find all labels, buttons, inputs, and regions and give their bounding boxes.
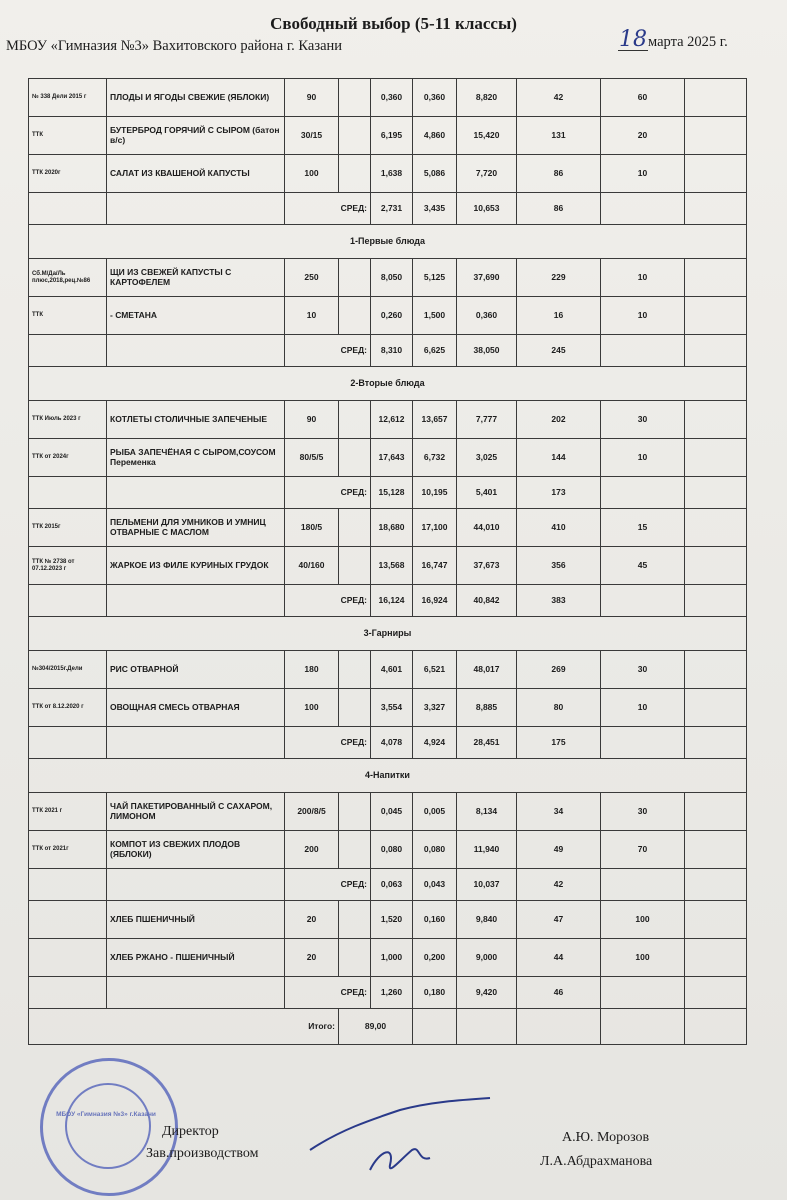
average-row [29,477,747,509]
protein-cell: 17,643 [371,439,413,477]
carbs-cell: 9,840 [457,901,517,939]
date-month-year: марта 2025 г. [648,34,728,50]
empty-cell [685,977,747,1009]
empty-cell [685,1009,747,1045]
fat-avg-cell: 0,043 [413,869,457,901]
recipe-ref-cell: ТТК [29,297,107,335]
price-cell [339,401,371,439]
protein-avg-cell: 16,124 [371,585,413,617]
menu-item-row [29,401,747,439]
menu-item-row [29,831,747,869]
average-label: СРЕД: [285,727,371,759]
calories-cell: 86 [517,155,601,193]
portion-cell: 40/160 [285,547,339,585]
calories-cell: 16 [517,297,601,335]
empty-cell [685,585,747,617]
empty-cell [685,477,747,509]
protein-cell: 13,568 [371,547,413,585]
menu-item-row [29,651,747,689]
total-label: Итого: [29,1009,339,1045]
price-cell [339,651,371,689]
average-label: СРЕД: [285,585,371,617]
recipe-ref-cell: ТТК Июль 2023 г [29,401,107,439]
section-title: 4-Напитки [29,759,747,793]
empty-cell [685,259,747,297]
average-row [29,335,747,367]
empty-cell [685,793,747,831]
empty-cell [107,585,285,617]
portion-cell: 10 [285,297,339,335]
school-name: МБОУ «Гимназия №3» Вахитовского района г. Казани [6,38,343,54]
dish-name-cell: ПЕЛЬМЕНИ ДЛЯ УМНИКОВ И УМНИЦ ОТВАРНЫЕ С МАСЛОМ [107,509,285,547]
dish-name-cell: ХЛЕБ РЖАНО - ПШЕНИЧНЫЙ [107,939,285,977]
protein-cell: 3,554 [371,689,413,727]
price-cell [339,547,371,585]
carbs-avg-cell: 10,037 [457,869,517,901]
empty-cell [601,585,685,617]
protein-cell: 8,050 [371,259,413,297]
protein-cell: 0,260 [371,297,413,335]
director-name: А.Ю. Морозов [562,1130,650,1145]
dish-name-cell: САЛАТ ИЗ КВАШЕНОЙ КАПУСТЫ [107,155,285,193]
empty-cell [685,651,747,689]
calories-cell: 131 [517,117,601,155]
average-row [29,193,747,225]
calories-avg-cell: 175 [517,727,601,759]
fat-cell: 6,521 [413,651,457,689]
dish-name-cell: ПЛОДЫ И ЯГОДЫ СВЕЖИЕ (ЯБЛОКИ) [107,79,285,117]
calories-cell: 356 [517,547,601,585]
section-row [29,367,747,401]
average-row [29,585,747,617]
empty-cell [107,869,285,901]
portion-cell: 90 [285,401,339,439]
dish-name-cell: РИС ОТВАРНОЙ [107,651,285,689]
carbs-cell: 37,690 [457,259,517,297]
portion-cell: 20 [285,901,339,939]
menu-item-row [29,117,747,155]
menu-item-row [29,901,747,939]
recipe-ref-cell: Сб.М/Да/Ль плюс,2018,рец.№86 [29,259,107,297]
empty-cell [29,477,107,509]
date-day-handwritten: 18 [619,27,647,52]
empty-cell [29,335,107,367]
empty-cell [413,1009,457,1045]
recipe-ref-cell [29,901,107,939]
fat-cell: 13,657 [413,401,457,439]
calories-cell: 269 [517,651,601,689]
carbs-avg-cell: 28,451 [457,727,517,759]
vitamin-cell: 100 [601,901,685,939]
calories-cell: 144 [517,439,601,477]
carbs-cell: 15,420 [457,117,517,155]
menu-item-row [29,547,747,585]
empty-cell [517,1009,601,1045]
calories-avg-cell: 173 [517,477,601,509]
fat-cell: 5,086 [413,155,457,193]
carbs-avg-cell: 5,401 [457,477,517,509]
average-label: СРЕД: [285,869,371,901]
dish-name-cell: ХЛЕБ ПШЕНИЧНЫЙ [107,901,285,939]
empty-cell [685,901,747,939]
vitamin-cell: 70 [601,831,685,869]
calories-cell: 80 [517,689,601,727]
price-cell [339,79,371,117]
empty-cell [29,585,107,617]
average-row [29,727,747,759]
price-cell [339,901,371,939]
empty-cell [107,477,285,509]
empty-cell [685,689,747,727]
calories-avg-cell: 383 [517,585,601,617]
fat-cell: 0,160 [413,901,457,939]
price-cell [339,689,371,727]
price-cell [339,939,371,977]
empty-cell [685,547,747,585]
carbs-cell: 7,720 [457,155,517,193]
average-label: СРЕД: [285,477,371,509]
recipe-ref-cell: ТТК [29,117,107,155]
portion-cell: 180 [285,651,339,689]
stamp-text: МБОУ «Гимназия №3» г.Казани [56,1111,156,1118]
vitamin-cell: 30 [601,793,685,831]
empty-cell [601,335,685,367]
empty-cell [29,869,107,901]
vitamin-cell: 10 [601,439,685,477]
calories-cell: 44 [517,939,601,977]
price-cell [339,509,371,547]
portion-cell: 90 [285,79,339,117]
fat-avg-cell: 6,625 [413,335,457,367]
fat-cell: 17,100 [413,509,457,547]
price-cell [339,439,371,477]
section-title: 2-Вторые блюда [29,367,747,401]
empty-cell [107,727,285,759]
empty-cell [601,1009,685,1045]
deputy-label: Зав.производством [146,1146,259,1161]
dish-name-cell: ЩИ ИЗ СВЕЖЕЙ КАПУСТЫ С КАРТОФЕЛЕМ [107,259,285,297]
fat-cell: 0,005 [413,793,457,831]
fat-cell: 0,080 [413,831,457,869]
empty-cell [457,1009,517,1045]
fat-cell: 0,200 [413,939,457,977]
portion-cell: 80/5/5 [285,439,339,477]
dish-name-cell: РЫБА ЗАПЕЧЁНАЯ С СЫРОМ,СОУСОМ Переменка [107,439,285,477]
vitamin-cell: 10 [601,155,685,193]
vitamin-cell: 10 [601,259,685,297]
protein-cell: 0,045 [371,793,413,831]
empty-cell [29,727,107,759]
empty-cell [685,727,747,759]
portion-cell: 200 [285,831,339,869]
carbs-cell: 8,820 [457,79,517,117]
protein-cell: 1,520 [371,901,413,939]
vitamin-cell: 30 [601,401,685,439]
empty-cell [685,831,747,869]
menu-item-row [29,939,747,977]
recipe-ref-cell: ТТК № 2738 от 07.12.2023 г [29,547,107,585]
carbs-avg-cell: 38,050 [457,335,517,367]
calories-cell: 229 [517,259,601,297]
handwritten-signature [300,1090,500,1180]
calories-cell: 42 [517,79,601,117]
dish-name-cell: КОМПОТ ИЗ СВЕЖИХ ПЛОДОВ (ЯБЛОКИ) [107,831,285,869]
portion-cell: 180/5 [285,509,339,547]
recipe-ref-cell [29,939,107,977]
menu-item-row [29,297,747,335]
fat-avg-cell: 4,924 [413,727,457,759]
school-stamp [40,1058,178,1196]
price-cell [339,259,371,297]
fat-cell: 3,327 [413,689,457,727]
empty-cell [107,977,285,1009]
fat-cell: 0,360 [413,79,457,117]
empty-cell [685,155,747,193]
fat-cell: 16,747 [413,547,457,585]
empty-cell [29,193,107,225]
vitamin-cell: 45 [601,547,685,585]
portion-cell: 20 [285,939,339,977]
total-row [29,1009,747,1045]
carbs-cell: 9,000 [457,939,517,977]
protein-avg-cell: 15,128 [371,477,413,509]
empty-cell [601,477,685,509]
fat-avg-cell: 10,195 [413,477,457,509]
carbs-avg-cell: 40,842 [457,585,517,617]
price-cell [339,117,371,155]
protein-avg-cell: 4,078 [371,727,413,759]
empty-cell [685,439,747,477]
carbs-cell: 37,673 [457,547,517,585]
vitamin-cell: 30 [601,651,685,689]
vitamin-cell: 20 [601,117,685,155]
carbs-cell: 3,025 [457,439,517,477]
vitamin-cell: 15 [601,509,685,547]
calories-avg-cell: 245 [517,335,601,367]
menu-table [28,78,747,1045]
empty-cell [601,977,685,1009]
portion-cell: 200/8/5 [285,793,339,831]
carbs-cell: 48,017 [457,651,517,689]
fat-cell: 6,732 [413,439,457,477]
price-cell [339,155,371,193]
protein-avg-cell: 2,731 [371,193,413,225]
empty-cell [685,193,747,225]
calories-cell: 47 [517,901,601,939]
calories-cell: 34 [517,793,601,831]
document-date [618,27,728,52]
portion-cell: 250 [285,259,339,297]
vitamin-cell: 10 [601,689,685,727]
protein-avg-cell: 8,310 [371,335,413,367]
fat-avg-cell: 16,924 [413,585,457,617]
menu-item-row [29,509,747,547]
recipe-ref-cell: ТТК 2021 г [29,793,107,831]
calories-cell: 202 [517,401,601,439]
deputy-name: Л.А.Абдрахманова [540,1154,653,1169]
recipe-ref-cell: ТТК от 2024г [29,439,107,477]
vitamin-cell: 60 [601,79,685,117]
empty-cell [685,939,747,977]
price-cell [339,793,371,831]
carbs-cell: 0,360 [457,297,517,335]
protein-avg-cell: 1,260 [371,977,413,1009]
carbs-avg-cell: 9,420 [457,977,517,1009]
recipe-ref-cell: № 338 Дели 2015 г [29,79,107,117]
empty-cell [601,193,685,225]
protein-cell: 6,195 [371,117,413,155]
carbs-cell: 8,134 [457,793,517,831]
calories-avg-cell: 86 [517,193,601,225]
menu-item-row [29,439,747,477]
empty-cell [685,117,747,155]
price-cell [339,297,371,335]
empty-cell [685,869,747,901]
dish-name-cell: ЧАЙ ПАКЕТИРОВАННЫЙ С САХАРОМ, ЛИМОНОМ [107,793,285,831]
calories-avg-cell: 46 [517,977,601,1009]
dish-name-cell: ОВОЩНАЯ СМЕСЬ ОТВАРНАЯ [107,689,285,727]
average-row [29,977,747,1009]
carbs-cell: 7,777 [457,401,517,439]
document-title: Свободный выбор (5-11 классы) [270,14,517,33]
vitamin-cell: 100 [601,939,685,977]
fat-avg-cell: 0,180 [413,977,457,1009]
carbs-cell: 8,885 [457,689,517,727]
recipe-ref-cell: ТТК 2020г [29,155,107,193]
fat-cell: 4,860 [413,117,457,155]
price-cell [339,831,371,869]
empty-cell [601,727,685,759]
stamp-inner-ring [65,1083,151,1169]
empty-cell [685,297,747,335]
protein-cell: 4,601 [371,651,413,689]
vitamin-cell: 10 [601,297,685,335]
calories-cell: 49 [517,831,601,869]
calories-avg-cell: 42 [517,869,601,901]
section-row [29,759,747,793]
dish-name-cell: ЖАРКОЕ ИЗ ФИЛЕ КУРИНЫХ ГРУДОК [107,547,285,585]
section-title: 1-Первые блюда [29,225,747,259]
empty-cell [107,193,285,225]
empty-cell [29,977,107,1009]
portion-cell: 30/15 [285,117,339,155]
recipe-ref-cell: ТТК от 8.12.2020 г [29,689,107,727]
protein-cell: 12,612 [371,401,413,439]
director-label: Директор [162,1124,219,1139]
protein-cell: 1,000 [371,939,413,977]
average-label: СРЕД: [285,335,371,367]
section-row [29,617,747,651]
section-title: 3-Гарниры [29,617,747,651]
carbs-cell: 11,940 [457,831,517,869]
section-row [29,225,747,259]
protein-avg-cell: 0,063 [371,869,413,901]
dish-name-cell: БУТЕРБРОД ГОРЯЧИЙ С СЫРОМ (батон в/с) [107,117,285,155]
recipe-ref-cell: №304/2015г.Дели [29,651,107,689]
fat-avg-cell: 3,435 [413,193,457,225]
fat-cell: 5,125 [413,259,457,297]
carbs-avg-cell: 10,653 [457,193,517,225]
average-row [29,869,747,901]
empty-cell [601,869,685,901]
empty-cell [685,401,747,439]
protein-cell: 0,360 [371,79,413,117]
empty-cell [107,335,285,367]
average-label: СРЕД: [285,193,371,225]
menu-item-row [29,79,747,117]
empty-cell [685,335,747,367]
empty-cell [685,79,747,117]
menu-table-body [29,79,747,1045]
recipe-ref-cell: ТТК 2015г [29,509,107,547]
protein-cell: 18,680 [371,509,413,547]
menu-item-row [29,155,747,193]
menu-item-row [29,793,747,831]
recipe-ref-cell: ТТК от 2021г [29,831,107,869]
carbs-cell: 44,010 [457,509,517,547]
menu-item-row [29,689,747,727]
total-value: 89,00 [339,1009,413,1045]
protein-cell: 1,638 [371,155,413,193]
portion-cell: 100 [285,689,339,727]
dish-name-cell: - СМЕТАНА [107,297,285,335]
calories-cell: 410 [517,509,601,547]
average-label: СРЕД: [285,977,371,1009]
portion-cell: 100 [285,155,339,193]
fat-cell: 1,500 [413,297,457,335]
protein-cell: 0,080 [371,831,413,869]
empty-cell [685,509,747,547]
dish-name-cell: КОТЛЕТЫ СТОЛИЧНЫЕ ЗАПЕЧЕНЫЕ [107,401,285,439]
menu-item-row [29,259,747,297]
